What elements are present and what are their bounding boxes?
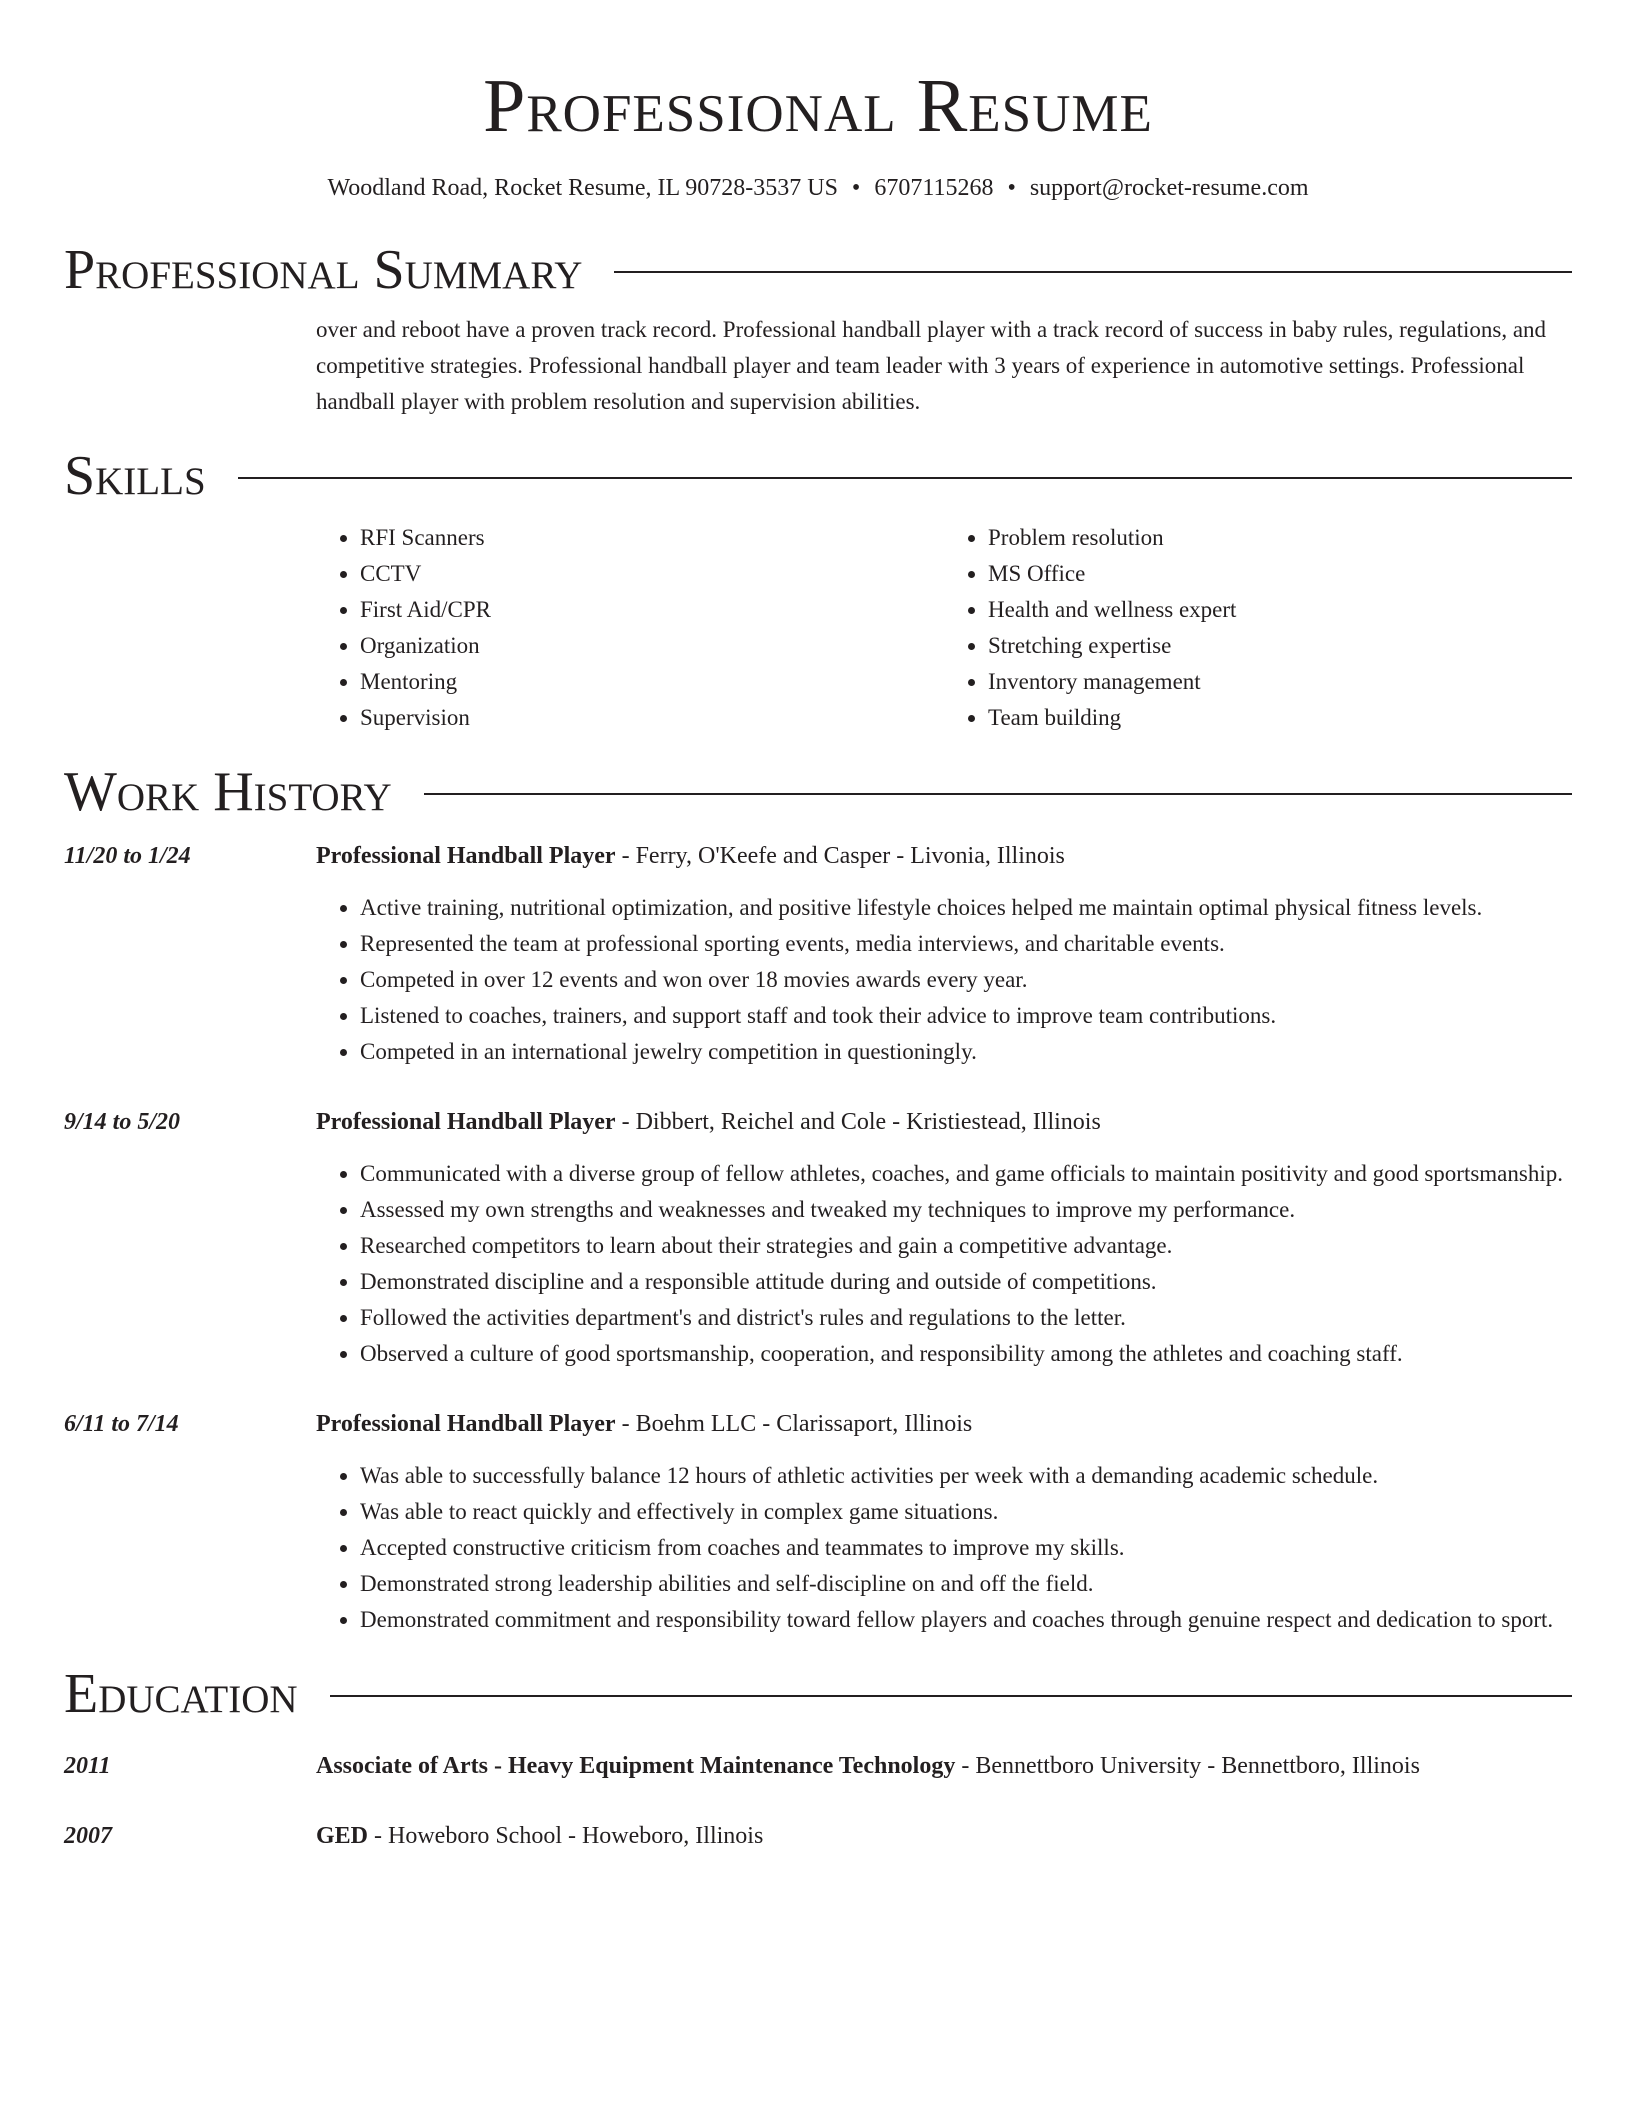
summary-text: over and reboot have a proven track record. Professional handball player with a track record of success in baby rules, regulations, and competitive strategies. Professional handball player and team leader with 3 years of experience in automotive settings. Professional handball player with problem resolution and supervision abilities. [316, 317, 1547, 414]
job-bullet: • Active training, nutritional optimization, and positive lifestyle choices helped me maintain optimal physical fitness levels. [360, 890, 1572, 926]
job-bullet: • Competed in over 12 events and won over 18 movies awards every year. [360, 962, 1572, 998]
skill-item: • Health and wellness expert [988, 592, 1572, 628]
job-title-line [316, 1406, 1572, 1442]
skill-item: • RFI Scanners [360, 520, 944, 556]
phone: 6707115268 [874, 175, 994, 201]
skill-item: • Mentoring [360, 664, 944, 700]
job-title-line [316, 838, 1572, 874]
job-employer: - Dibbert, Reichel and Cole - Kristiestead, Illinois [615, 1109, 1101, 1135]
job-title-line [316, 1104, 1572, 1140]
skill-item: • Problem resolution [988, 520, 1572, 556]
job-bullets [316, 1156, 1572, 1372]
education-school: - Howeboro School - Howeboro, Illinois [368, 1823, 764, 1849]
education-entry [64, 1818, 1572, 1854]
address: Woodland Road, Rocket Resume, IL 90728-3537 US [327, 175, 838, 201]
skills-section-header [64, 444, 1572, 508]
education-title-line [316, 1818, 1572, 1854]
job-bullet: • Communicated with a diverse group of fellow athletes, coaches, and game officials to maintain positivity and good sportsmanship. [360, 1156, 1572, 1192]
education-school: - Bennettboro University - Bennettboro, Illinois [955, 1753, 1420, 1779]
job-bullet: • Was able to react quickly and effectively in complex game situations. [360, 1494, 1572, 1530]
skill-item: • CCTV [360, 556, 944, 592]
job-entry [64, 1104, 1572, 1372]
work-heading: Work History [64, 761, 392, 823]
job-dates: 9/14 to 5/20 [64, 1109, 181, 1135]
education-year: 2011 [64, 1753, 111, 1779]
job-dates: 11/20 to 1/24 [64, 843, 191, 869]
education-heading: Education [64, 1663, 298, 1725]
job-entry [64, 838, 1572, 1070]
job-bullets [316, 890, 1572, 1070]
resume-page [64, 0, 1572, 1854]
skill-item: • Supervision [360, 700, 944, 736]
skills-column-left [316, 520, 944, 736]
job-title: Professional Handball Player [316, 843, 616, 869]
job-entry [64, 1406, 1572, 1638]
job-bullet: • Represented the team at professional sporting events, media interviews, and charitable events. [360, 926, 1572, 962]
education-degree: Associate of Arts - Heavy Equipment Maintenance Technology [316, 1753, 956, 1779]
skill-item: • Stretching expertise [988, 628, 1572, 664]
contact-line [64, 172, 1572, 204]
skill-item: • First Aid/CPR [360, 592, 944, 628]
summary-section-header [64, 238, 1572, 302]
job-bullets [316, 1458, 1572, 1638]
section-divider [330, 1695, 1572, 1697]
job-employer: - Boehm LLC - Clarissaport, Illinois [615, 1411, 973, 1437]
job-title: Professional Handball Player [316, 1109, 616, 1135]
skills-list [316, 520, 1572, 736]
resume-name: Professional Resume [483, 64, 1153, 148]
separator-dot: • [1007, 175, 1016, 201]
job-bullet: • Demonstrated discipline and a responsible attitude during and outside of competitions. [360, 1264, 1572, 1300]
job-bullet: • Assessed my own strengths and weaknesses and tweaked my techniques to improve my performance. [360, 1192, 1572, 1228]
job-bullet: • Demonstrated commitment and responsibility toward fellow players and coaches through genuine respect and dedication to sport. [360, 1602, 1572, 1638]
job-bullet: • Listened to coaches, trainers, and support staff and took their advice to improve team contributions. [360, 998, 1572, 1034]
summary-heading: Professional Summary [64, 239, 583, 301]
job-bullet: • Observed a culture of good sportsmanship, cooperation, and responsibility among the athletes and coaching staff. [360, 1336, 1572, 1372]
skill-item: • MS Office [988, 556, 1572, 592]
section-divider [614, 271, 1572, 273]
education-entry [64, 1748, 1572, 1784]
separator-dot: • [851, 175, 861, 201]
job-bullet: • Demonstrated strong leadership abilities and self-discipline on and off the field. [360, 1566, 1572, 1602]
job-employer: - Ferry, O'Keefe and Casper - Livonia, Illinois [615, 843, 1065, 869]
email: support@rocket-resume.com [1029, 175, 1309, 201]
education-section-header [64, 1662, 1572, 1726]
education-degree: GED [316, 1823, 369, 1849]
job-bullet: • Was able to successfully balance 12 hours of athletic activities per week with a demanding academic schedule. [360, 1458, 1572, 1494]
skills-column-right [944, 520, 1572, 736]
job-dates: 6/11 to 7/14 [64, 1411, 179, 1437]
job-bullet: • Researched competitors to learn about their strategies and gain a competitive advantage. [360, 1228, 1572, 1264]
job-bullet: • Followed the activities department's and district's rules and regulations to the letter. [360, 1300, 1572, 1336]
education-title-line [316, 1748, 1572, 1784]
section-divider [238, 477, 1572, 479]
education-year: 2007 [64, 1823, 112, 1849]
job-bullet: • Competed in an international jewelry competition in questioningly. [360, 1034, 1572, 1070]
work-section-header [64, 760, 1572, 824]
skills-heading: Skills [64, 445, 206, 507]
job-title: Professional Handball Player [316, 1411, 616, 1437]
section-divider [424, 793, 1572, 795]
job-bullet: • Accepted constructive criticism from coaches and teammates to improve my skills. [360, 1530, 1572, 1566]
skill-item: • Inventory management [988, 664, 1572, 700]
skill-item: • Organization [360, 628, 944, 664]
skill-item: • Team building [988, 700, 1572, 736]
